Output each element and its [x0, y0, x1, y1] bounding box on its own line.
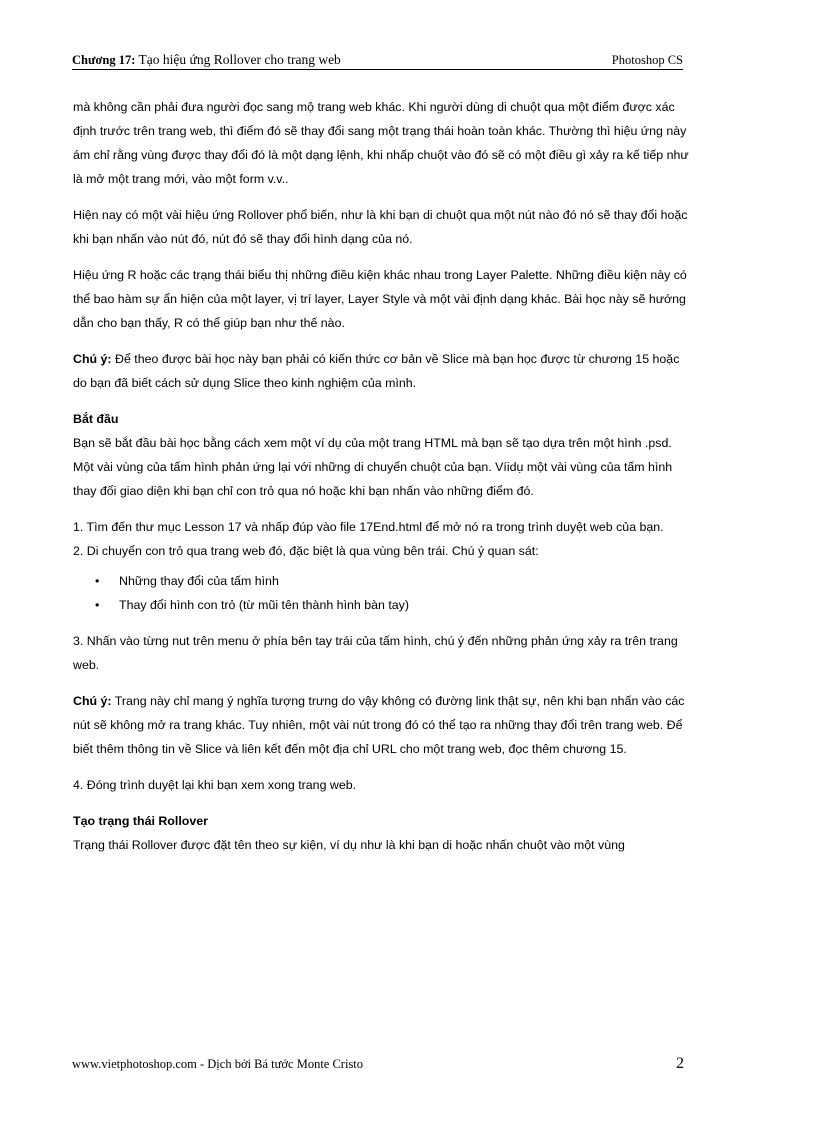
note-slice — [73, 347, 693, 395]
list-item: • Thay đổi hình con trỏ (từ mũi tên thành hình bàn tay) — [119, 593, 693, 617]
note-label: Chú ý: — [73, 352, 112, 366]
page-footer — [72, 1055, 684, 1075]
page-header — [72, 53, 683, 70]
chapter-heading — [72, 52, 341, 68]
note-text: Trang này chỉ mang ý nghĩa tượng trưng do vậy không có đường link thật sự, nên khi bạn nhấn vào các nút sẽ không mở ra trang khác. Tuy nhiên, một vài nút trong đó có thể tạo ra những thay đổi trên trang web. Để biết thêm thông tin về Slice và liên kết đến một địa chỉ URL cho một trang web, đọc thêm chương 15. — [73, 694, 685, 756]
paragraph-rollover-intro: Trạng thái Rollover được đặt tên theo sự kiện, ví dụ như là khi bạn di hoặc nhấn chuột vào một vùng — [73, 838, 625, 852]
paragraph-rollover-states: Hiệu ứng R hoặc các trạng thái biểu thị những điều kiện khác nhau trong Layer Palette. Những điều kiện này có thể bao hàm sự ẩn hiện của một layer, vị trí layer, Layer Style và một vài định dạng khác. Bài học này sẽ hướng dẫn cho bạn thấy, R có thể giúp bạn như thế nào. — [73, 268, 687, 330]
app-name: Photoshop CS — [611, 53, 683, 67]
note-text: Để theo được bài học này bạn phải có kiến thức cơ bản về Slice mà bạn học được từ chương 15 hoặc do bạn đã biết cách sử dụng Slice theo kinh nghiệm của mình. — [73, 352, 680, 390]
chapter-label: Chương 17: — [72, 53, 136, 67]
paragraph-common-effects: Hiện nay có một vài hiệu ứng Rollover phổ biến, như là khi bạn di chuột qua một nút nào đó nó sẽ thay đổi hoặc khi bạn nhấn vào nút đó, nút đó sẽ thay đổi hình dạng của nó. — [73, 208, 688, 246]
page-number: 2 — [676, 1055, 684, 1072]
step-3: 3. Nhấn vào từng nut trên menu ở phía bên tay trái của tấm hình, chú ý đến những phản ứng xảy ra trên trang web. — [73, 634, 678, 672]
step-1: 1. Tìm đến thư mục Lesson 17 và nhấp đúp vào file 17End.html để mở nó ra trong trình duyệt web của bạn. — [73, 520, 664, 534]
step-2: 2. Di chuyển con trỏ qua trang web đó, đặc biệt là qua vùng bên trái. Chú ý quan sát: — [73, 544, 539, 558]
paragraph-getting-started: Bạn sẽ bắt đầu bài học bằng cách xem một ví dụ của một trang HTML mà bạn sẽ tạo dựa trên một hình .psd. Một vài vùng của tấm hình phản ứng lại với những di chuyển chuột của bạn. Víidụ một vài vùng của tấm hình thay đổi giao diện khi bạn chỉ con trỏ qua nó hoặc khi bạn nhấn vào những điểm đó. — [73, 436, 673, 498]
paragraph-intro: mà không cần phải đưa người đọc sang mộ trang web khác. Khi người dùng di chuột qua một điểm được xác định trước trên trang web, thì điểm đó sẽ thay đổi sang một trạng thái hoàn toàn khác. Thường thì hiệu ứng này ám chỉ rằng vùng được thay đổi đó là một dạng lệnh, khi nhấp chuột vào đó sẽ có một điều gì xảy ra kế tiếp như là mở một trang mới, vào một form v.v.. — [73, 100, 689, 186]
step-4: 4. Đóng trình duyệt lại khi bạn xem xong trang web. — [73, 778, 357, 792]
footer-source: www.vietphotoshop.com - Dịch bởi Bá tước Monte Cristo — [72, 1057, 364, 1071]
heading-create-rollover: Tạo trạng thái Rollover — [73, 814, 208, 828]
heading-getting-started: Bắt đầu — [73, 412, 119, 426]
list-item: • Những thay đổi của tấm hình — [119, 569, 693, 593]
chapter-title: Tạo hiệu ứng Rollover cho trang web — [138, 52, 341, 67]
observation-list — [73, 569, 693, 617]
note-label: Chú ý: — [73, 694, 112, 708]
note-buttons — [73, 689, 693, 761]
body-text — [73, 95, 693, 857]
